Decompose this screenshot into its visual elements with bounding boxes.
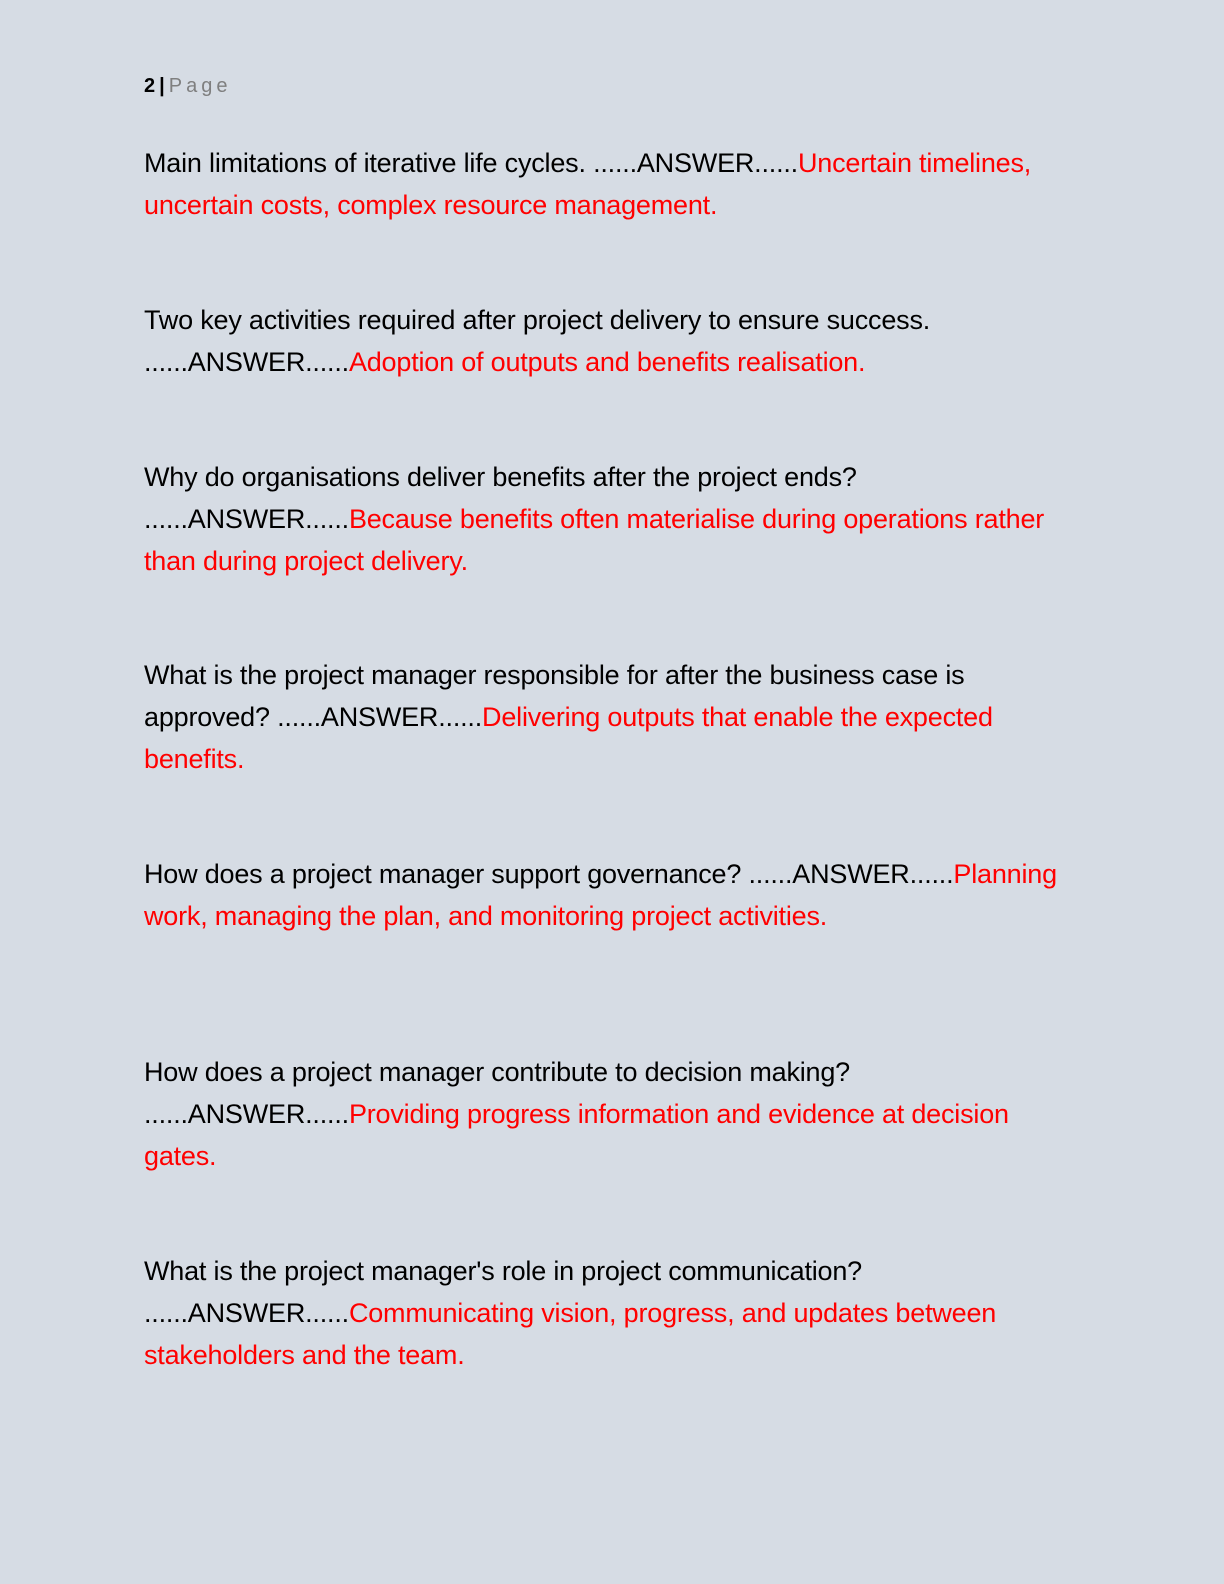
- qa-item-6: [144, 1051, 1080, 1177]
- answer-text: Communicating vision, progress, and updates between stakeholders and the team.: [144, 1298, 997, 1370]
- answer-marker: ......ANSWER......: [593, 148, 798, 178]
- answer-text: Adoption of outputs and benefits realisation.: [348, 347, 866, 377]
- question-text: What is the project manager responsible for after the business case is approved?: [144, 660, 965, 732]
- question-text: How does a project manager contribute to decision making?: [144, 1057, 850, 1087]
- answer-marker: ......ANSWER......: [277, 702, 483, 732]
- answer-text: Delivering outputs that enable the expected benefits.: [144, 702, 993, 774]
- question-text: Two key activities required after project delivery to ensure success.: [144, 305, 931, 335]
- answer-marker: ......ANSWER......: [144, 1298, 349, 1328]
- page-label: Page: [168, 75, 232, 97]
- qa-item-1: [144, 142, 1080, 226]
- answer-text: Because benefits often materialise during operations rather than during project delivery.: [144, 504, 1045, 576]
- qa-item-5: [144, 853, 1080, 937]
- answer-text: Providing progress information and evidence at decision gates.: [144, 1099, 1009, 1171]
- answer-text: Planning work, managing the plan, and monitoring project activities.: [144, 859, 1057, 931]
- qa-item-4: [144, 654, 1080, 780]
- qa-item-2: [144, 299, 1080, 383]
- question-text: What is the project manager's role in project communication?: [144, 1256, 862, 1286]
- answer-text: Uncertain timelines, uncertain costs, complex resource management.: [144, 148, 1032, 220]
- page-number: 2: [144, 75, 156, 97]
- question-text: How does a project manager support governance?: [144, 859, 749, 889]
- page-header: [144, 72, 231, 100]
- answer-marker: ......ANSWER......: [144, 1099, 349, 1129]
- answer-marker: ......ANSWER......: [144, 347, 349, 377]
- qa-item-3: [144, 456, 1080, 582]
- answer-marker: ......ANSWER......: [748, 859, 954, 889]
- qa-item-7: [144, 1250, 1080, 1376]
- answer-marker: ......ANSWER......: [144, 504, 349, 534]
- page-separator: |: [159, 75, 165, 97]
- question-text: Why do organisations deliver benefits after the project ends?: [144, 462, 857, 492]
- question-text: Main limitations of iterative life cycles.: [144, 148, 594, 178]
